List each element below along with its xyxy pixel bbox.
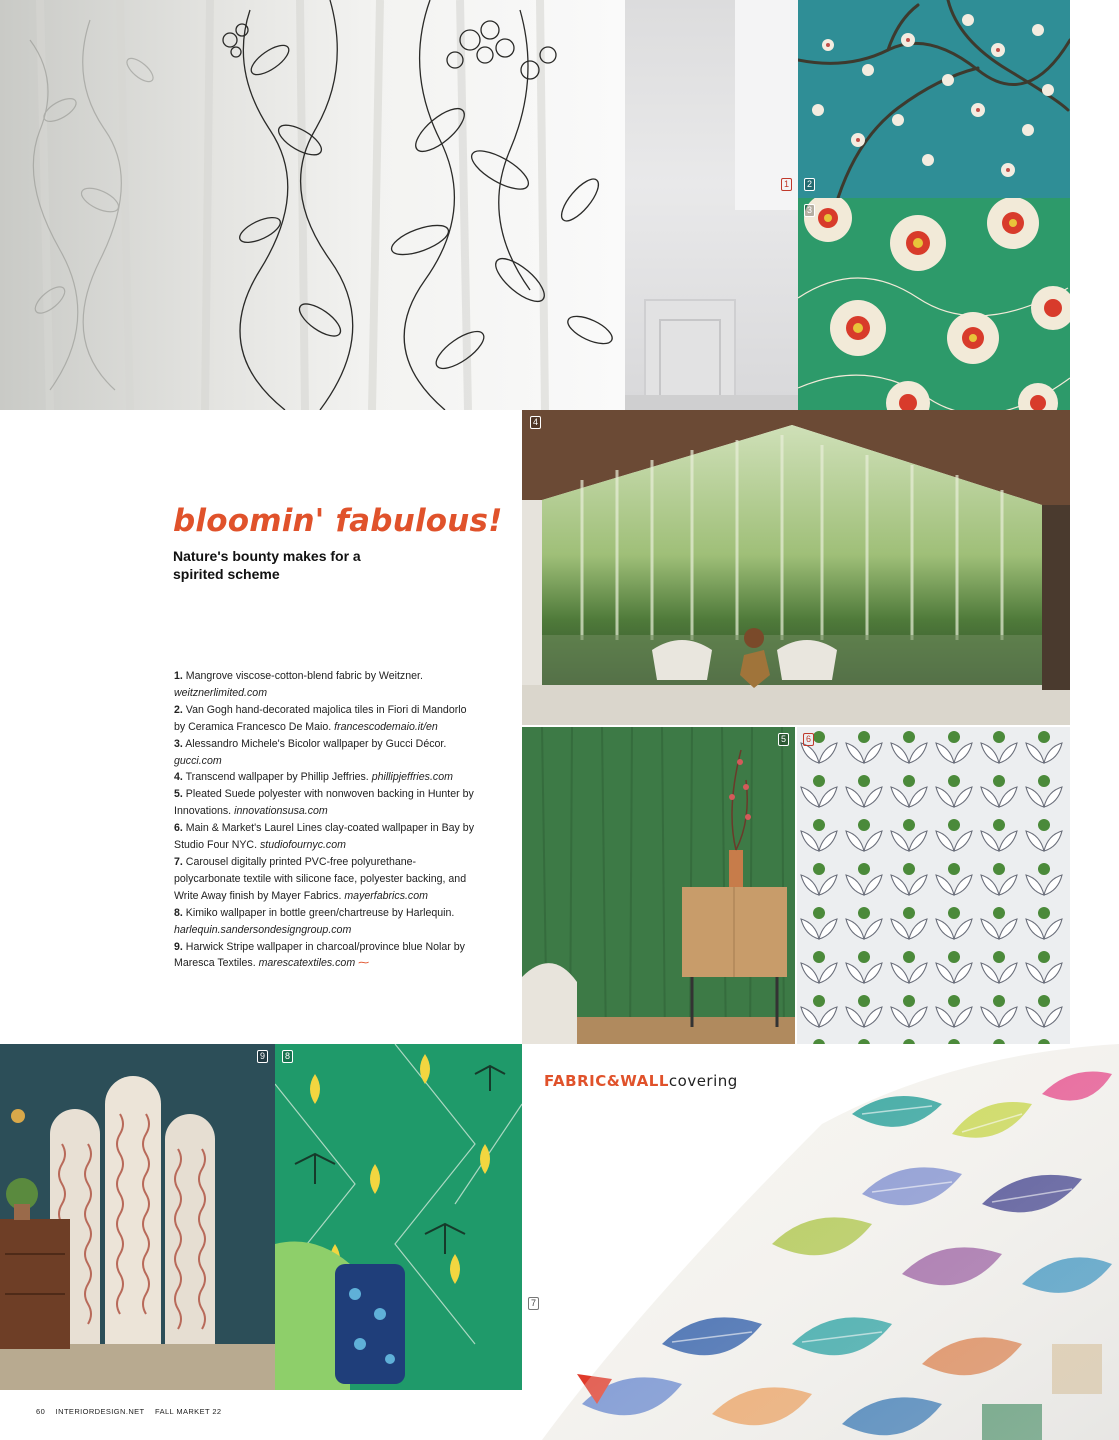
credit-text: Carousel digitally printed PVC-free polyurethane-polycarbonate textile with silicone face, polyester backing, and Write Away finish by Mayer Fabrics. bbox=[174, 855, 467, 902]
article-headline: bloomin' fabulous! bbox=[173, 503, 503, 539]
page-folio bbox=[36, 1407, 229, 1416]
textile-illustration bbox=[522, 1044, 1119, 1440]
credit-url[interactable]: innovationsusa.com bbox=[234, 805, 328, 818]
photo-8-kimiko-wallpaper bbox=[275, 1044, 522, 1390]
image-number-7: 7 bbox=[528, 1297, 539, 1310]
credit-number: 7. bbox=[174, 855, 183, 868]
credit-item bbox=[174, 769, 474, 786]
poppy-illustration bbox=[798, 198, 1070, 410]
door-frame-illustration bbox=[625, 0, 798, 410]
photo-9-stripe-screens bbox=[0, 1044, 275, 1390]
photo-4-forest-mural-room bbox=[522, 410, 1070, 725]
credit-url[interactable]: marescatextiles.com bbox=[258, 957, 356, 970]
section-label-part-b: covering bbox=[668, 1072, 738, 1090]
credit-number: 8. bbox=[174, 906, 183, 919]
credit-number: 3. bbox=[174, 737, 183, 750]
image-number-6: 6 bbox=[803, 733, 814, 746]
image-number-1: 1 bbox=[781, 178, 792, 191]
credit-text: Main & Market's Laurel Lines clay-coated wallpaper in Bay by Studio Four NYC. bbox=[174, 822, 474, 852]
photo-1-sheer-curtain bbox=[0, 0, 625, 410]
image-number-2: 2 bbox=[804, 178, 815, 191]
screens-room-illustration bbox=[0, 1044, 275, 1390]
suede-room-illustration bbox=[522, 727, 795, 1044]
end-mark-icon: ⁓ bbox=[358, 957, 370, 970]
credit-item bbox=[174, 786, 474, 820]
image-number-9: 9 bbox=[257, 1050, 268, 1063]
kimiko-illustration bbox=[275, 1044, 522, 1390]
credit-url[interactable]: studiofournyc.com bbox=[259, 839, 346, 852]
credit-item bbox=[174, 668, 474, 702]
credit-text: Kimiko wallpaper in bottle green/chartreuse by Harlequin. bbox=[185, 906, 455, 919]
credit-item bbox=[174, 820, 474, 854]
credit-item bbox=[174, 939, 474, 973]
section-label-part-a: FABRIC&WALL bbox=[544, 1072, 669, 1090]
photo-6-laurel-wallpaper bbox=[797, 727, 1070, 1044]
curtain-illustration bbox=[0, 0, 625, 410]
photo-7-carousel-textile bbox=[522, 1044, 1119, 1440]
credit-url[interactable]: harlequin.sandersondesigngroup.com bbox=[174, 923, 352, 936]
photo-5-pleated-suede-wall bbox=[522, 727, 795, 1044]
credit-url[interactable]: weitznerlimited.com bbox=[174, 686, 268, 699]
credit-item bbox=[174, 702, 474, 736]
site-name[interactable]: INTERIORDESIGN.NET bbox=[55, 1407, 145, 1416]
image-number-8: 8 bbox=[282, 1050, 293, 1063]
image-number-3: 3 bbox=[804, 204, 815, 217]
credit-text: Alessandro Michele's Bicolor wallpaper by Gucci Décor. bbox=[185, 737, 447, 750]
credit-url[interactable]: gucci.com bbox=[174, 754, 222, 767]
credit-number: 9. bbox=[174, 940, 183, 953]
photo-3-floral-wallpaper bbox=[798, 198, 1070, 410]
credit-text: Van Gogh hand-decorated majolica tiles in Fiori di Mandorlo by Ceramica Francesco De Maio. bbox=[174, 703, 467, 733]
credit-item bbox=[174, 905, 474, 939]
laurel-pattern-illustration bbox=[797, 727, 1070, 1044]
image-number-4: 4 bbox=[530, 416, 541, 429]
article-subhead: Nature's bounty makes for a spirited scheme bbox=[173, 548, 361, 582]
section-label bbox=[544, 1072, 738, 1090]
credit-number: 5. bbox=[174, 788, 183, 801]
photo-white-room bbox=[625, 0, 798, 410]
blossom-illustration bbox=[798, 0, 1070, 198]
credit-text: Harwick Stripe wallpaper in charcoal/province blue Nolar by Maresca Textiles. bbox=[174, 940, 465, 970]
credit-number: 1. bbox=[174, 670, 183, 682]
credit-number: 2. bbox=[174, 703, 183, 716]
credit-text: Transcend wallpaper by Phillip Jeffries. bbox=[185, 771, 369, 784]
image-number-5: 5 bbox=[778, 733, 789, 746]
credit-url[interactable]: francescodemaio.it/en bbox=[334, 720, 438, 733]
forest-room-illustration bbox=[522, 410, 1070, 725]
photo-2-blossom-tiles bbox=[798, 0, 1070, 198]
credit-url[interactable]: mayerfabrics.com bbox=[344, 889, 428, 902]
credit-text: Mangrove viscose-cotton-blend fabric by Weitzner. bbox=[185, 670, 423, 682]
credit-item bbox=[174, 854, 474, 905]
credit-text: Pleated Suede polyester with nonwoven backing in Hunter by Innovations. bbox=[174, 788, 474, 818]
credit-url[interactable]: phillipjeffries.com bbox=[371, 771, 453, 784]
credit-item bbox=[174, 736, 474, 770]
credit-number: 4. bbox=[174, 771, 183, 784]
product-credits-list bbox=[174, 668, 474, 972]
credit-number: 6. bbox=[174, 822, 183, 835]
issue-name: FALL MARKET 22 bbox=[155, 1407, 222, 1416]
page-number: 60 bbox=[36, 1407, 46, 1416]
